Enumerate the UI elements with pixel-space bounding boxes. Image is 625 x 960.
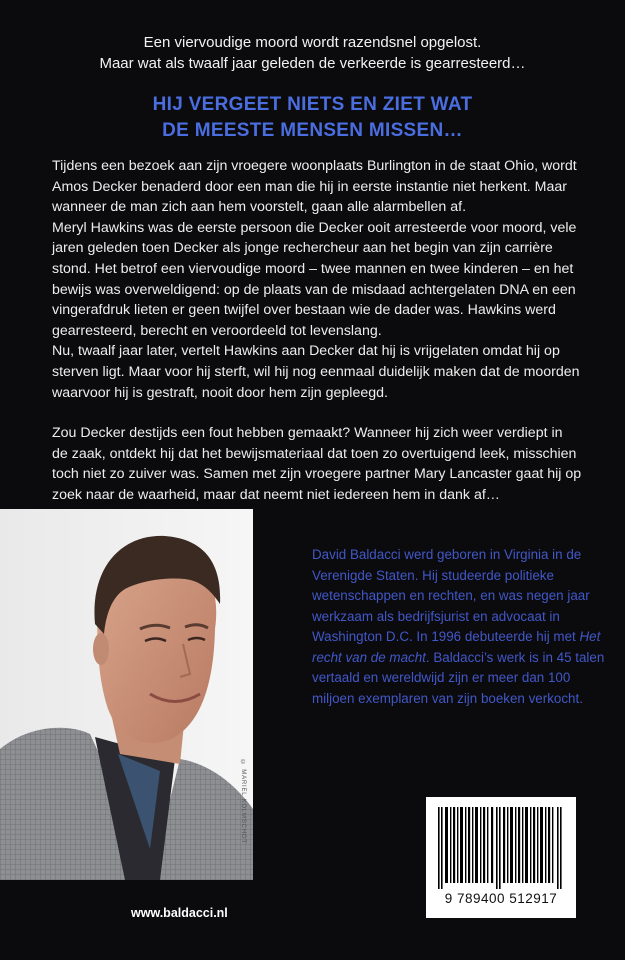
author-book-title: Het recht van de macht xyxy=(312,629,601,665)
author-bio xyxy=(312,545,607,709)
blurb-text-3: Nu, twaalf jaar later, vertelt Hawkins aan Decker dat hij is vrijgelaten omdat hij op sterven ligt. Maar voor hij sterft, wil hij nog eenmaal duidelijk maken dat de moorden waarvoor hij is gestraft, nooit door hem zijn gepleegd. xyxy=(52,343,580,401)
intro-line-2: Maar wat als twaalf jaar geleden de verkeerde is gearresteerd… xyxy=(99,55,526,72)
headline xyxy=(0,92,625,144)
barcode-bars xyxy=(438,807,564,889)
author-bio-text-1: David Baldacci werd geboren in Virginia in de Verenigde Staten. Hij studeerde politieke wetenschappen en rechten, en was negen jaar werkzaam als bedrijfsjurist en advocaat in Washington D.C. In 1996 debuteerde hij met xyxy=(312,547,590,644)
blurb-text-2: Meryl Hawkins was de eerste persoon die Decker ooit arresteerde voor moord, vele jaren geleden toen Decker als jonge rechercheur aan het begin van zijn carrière stond. Het betrof een viervoudige moord – twee mannen en twee kinderen – en het bewijs was overweldigend: op de plaats van de misdaad achtergelaten DNA en een vingerafdruk lieten er geen twijfel over bestaan wie de dader was. Hawkins werd gearresteerd, berecht en veroordeeld tot levenslang. xyxy=(52,219,577,339)
author-bio-text-2: . Baldacci’s werk is in 45 talen vertaald en wereldwijd zijn er meer dan 100 miljoen exemplaren van zijn boeken verkocht. xyxy=(312,649,605,706)
author-photo xyxy=(0,509,253,880)
blurb-paragraph-2: Zou Decker destijds een fout hebben gemaakt? Wanneer hij zich weer verdiept in de zaak, ontdekt hij dat het bewijsmateriaal dat toen zo overtuigend leek, misschien toch niet zo zuiver was. Samen met zijn vroegere partner Mary Lancaster gaat hij op zoek naar de waarheid, maar dat neemt niet iedereen hem in dank af… xyxy=(52,425,582,503)
author-website[interactable]: www.baldacci.nl xyxy=(131,906,228,920)
blurb xyxy=(52,156,582,506)
blurb-paragraph-1 xyxy=(52,156,582,403)
author-portrait-illustration xyxy=(0,509,253,880)
blurb-text-1: Tijdens een bezoek aan zijn vroegere woonplaats Burlington in de staat Ohio, wordt Amos Decker benaderd door een man die hij in eerste instantie niet herkent. Maar wanneer de man zich aan hem voorstelt, gaan alle alarmbellen af. xyxy=(52,158,577,216)
headline-line-2: DE MEESTE MENSEN MISSEN… xyxy=(162,120,463,141)
intro-line-1: Een viervoudige moord wordt razendsnel opgelost. xyxy=(143,34,482,51)
isbn-number: 9 789400 512917 xyxy=(444,891,558,906)
intro-tagline xyxy=(0,32,625,74)
headline-line-1: HIJ VERGEET NIETS EN ZIET WAT xyxy=(152,94,473,115)
isbn-barcode xyxy=(426,797,576,918)
photo-credit: © MARIEL KOLMSCHOT xyxy=(240,760,246,844)
